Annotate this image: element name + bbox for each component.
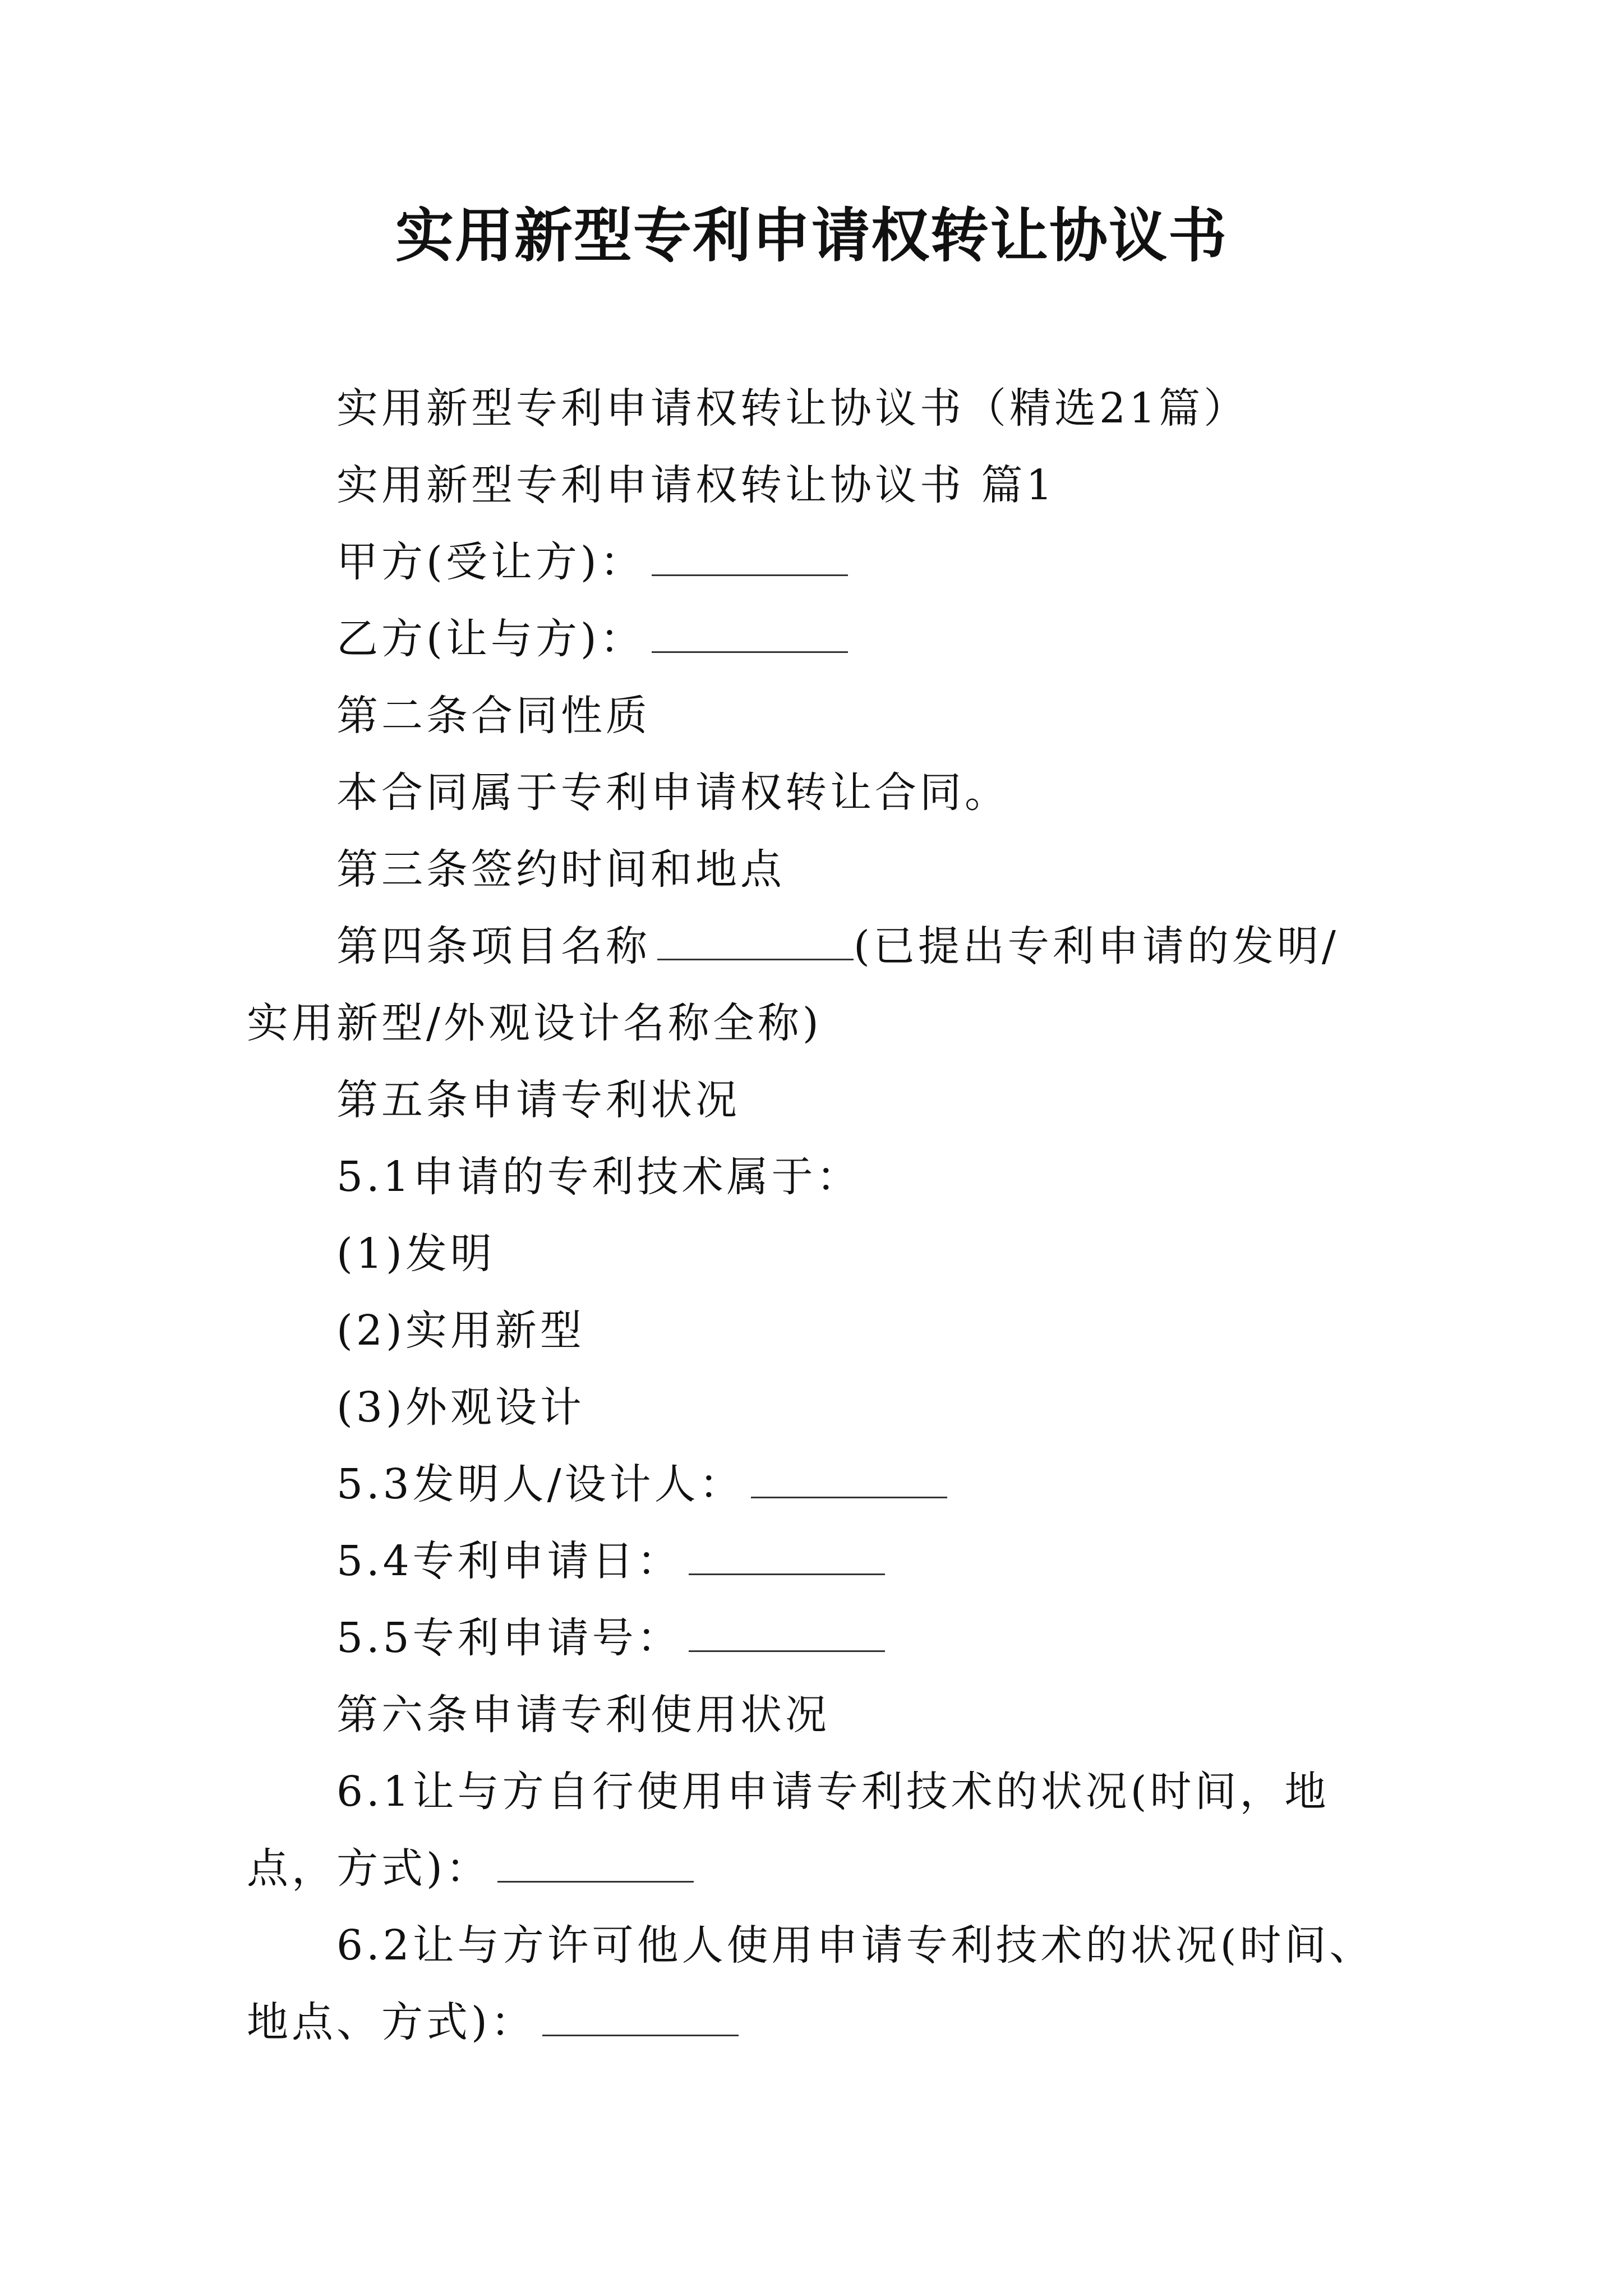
paragraph-text: (1)发明 <box>336 1230 495 1278</box>
paragraph-text: 5.4专利申请日： <box>336 1537 682 1585</box>
paragraph-text-after: (已提出专利申请的发明/实用新型/外观设计名称全称) <box>247 922 1339 1047</box>
paragraph-6-2 <box>247 1907 1380 2061</box>
paragraph-text: 乙方(让与方)： <box>336 615 645 663</box>
paragraph-article-2-body <box>247 754 1380 831</box>
fill-blank-line <box>497 1847 694 1883</box>
paragraph-text: 6.2让与方许可他人使用申请专利技术的状况(时间、地点、方式)： <box>247 1921 1375 2046</box>
paragraph-article-6 <box>247 1677 1380 1754</box>
fill-blank-line <box>652 541 848 576</box>
fill-blank-line <box>652 618 848 653</box>
paragraph-text: 5.1申请的专利技术属于： <box>336 1153 861 1201</box>
paragraph-text: 5.5专利申请号： <box>336 1614 682 1662</box>
fill-blank-line <box>751 1463 947 1498</box>
paragraph-subtitle <box>247 370 1380 447</box>
paragraph-option-1 <box>247 1216 1380 1292</box>
paragraph-text: 实用新型专利申请权转让协议书（精选21篇） <box>336 384 1249 432</box>
paragraph-5-5 <box>247 1600 1380 1677</box>
paragraph-party-b <box>247 601 1380 678</box>
paragraph-5-1 <box>247 1139 1380 1216</box>
paragraph-text: 第五条申请专利状况 <box>336 1076 740 1124</box>
paragraph-text: (3)外观设计 <box>336 1383 585 1432</box>
paragraph-6-1 <box>247 1754 1380 1907</box>
paragraph-option-2 <box>247 1292 1380 1369</box>
document-title: 实用新型专利申请权转让协议书 <box>395 201 1228 270</box>
paragraph-text: (2)实用新型 <box>336 1306 585 1355</box>
paragraph-text: 第六条申请专利使用状况 <box>336 1691 830 1739</box>
fill-blank-line <box>689 1617 885 1652</box>
paragraph-text: 第四条项目名称 <box>336 922 651 970</box>
paragraph-5-4 <box>247 1523 1380 1600</box>
paragraph-text: 实用新型专利申请权转让协议书 篇1 <box>336 461 1056 509</box>
paragraph-text: 甲方(受让方)： <box>336 538 645 586</box>
paragraph-text: 第三条签约时间和地点 <box>336 845 785 894</box>
fill-blank-line <box>657 925 854 960</box>
paragraph-option-3 <box>247 1369 1380 1446</box>
paragraph-article-2 <box>247 678 1380 754</box>
paragraph-article-4 <box>247 908 1380 1062</box>
fill-blank-line <box>542 2001 739 2036</box>
paragraph-5-3 <box>247 1446 1380 1523</box>
fill-blank-line <box>689 1540 885 1575</box>
document-body <box>247 370 1380 2061</box>
paragraph-article-5 <box>247 1062 1380 1139</box>
paragraph-article-3 <box>247 831 1380 908</box>
paragraph-party-a <box>247 524 1380 601</box>
paragraph-section-heading <box>247 447 1380 524</box>
paragraph-text: 5.3发明人/设计人： <box>336 1460 744 1508</box>
paragraph-text: 6.1让与方自行使用申请专利技术的状况(时间，地点，方式)： <box>247 1768 1330 1893</box>
paragraph-text: 第二条合同性质 <box>336 692 651 740</box>
paragraph-text: 本合同属于专利申请权转让合同。 <box>336 769 1009 817</box>
